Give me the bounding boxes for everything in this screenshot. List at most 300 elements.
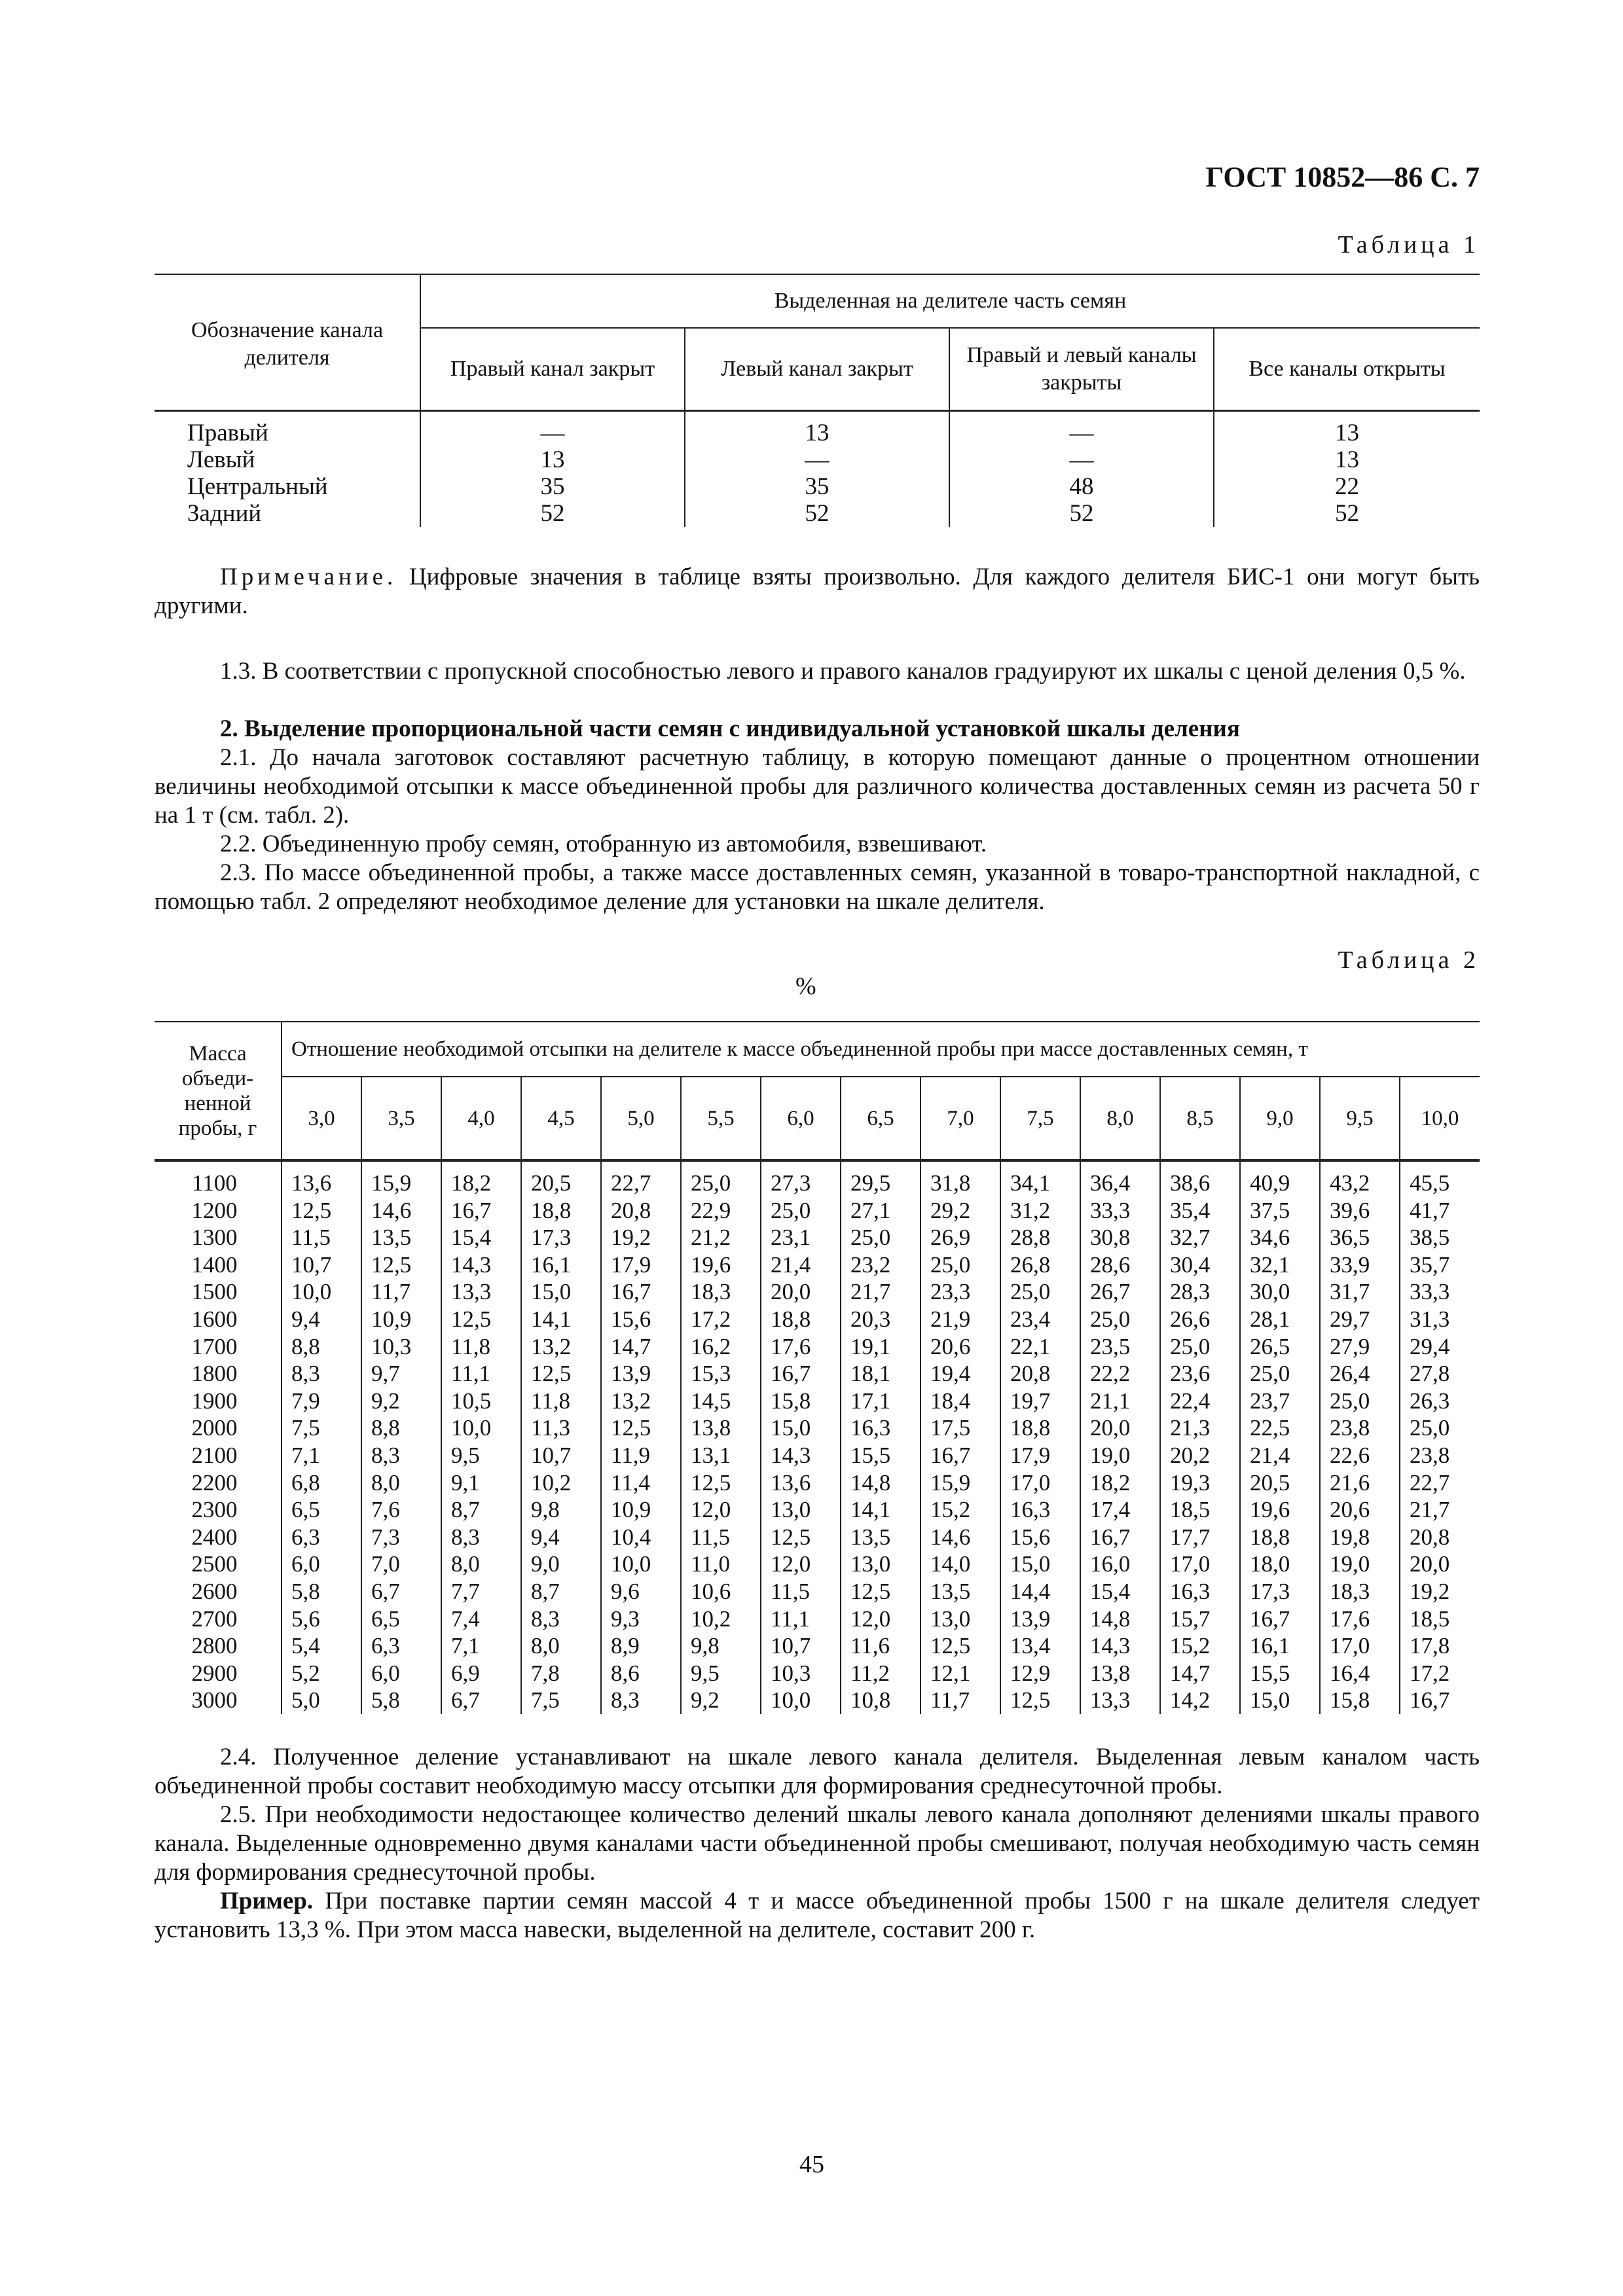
table-cell: 11,2 [841, 1660, 921, 1687]
table-cell: 22 [1214, 473, 1480, 500]
table-cell: 15,0 [1240, 1687, 1320, 1714]
table-cell: 18,0 [1240, 1551, 1320, 1578]
table-cell: 16,7 [921, 1442, 1000, 1469]
row-label: Правый [187, 419, 268, 446]
table-cell: 19,6 [681, 1251, 761, 1279]
table-cell: 6,3 [361, 1632, 441, 1660]
table-cell: 10,2 [681, 1605, 761, 1633]
table-cell: 8,7 [441, 1496, 521, 1524]
row-label: 2800 [191, 1633, 238, 1659]
table-cell: 9,7 [361, 1360, 441, 1388]
table-cell: 28,3 [1160, 1278, 1240, 1306]
table-cell: 13,0 [761, 1496, 841, 1524]
table-cell: 10,0 [282, 1278, 361, 1306]
table-row [155, 500, 1480, 527]
table-cell: 21,6 [1320, 1469, 1400, 1497]
table-cell: 16,4 [1320, 1660, 1400, 1687]
table-cell: 31,8 [921, 1160, 1000, 1197]
paragraph-1-3 [155, 657, 1480, 686]
table-cell: 9,2 [681, 1687, 761, 1714]
table-cell: 8,3 [441, 1524, 521, 1551]
table-cell: 12,0 [681, 1496, 761, 1524]
table-cell: 15,6 [1000, 1524, 1080, 1551]
table-cell: 11,9 [601, 1442, 681, 1469]
table1-col-header: Все каналы открыты [1214, 328, 1480, 410]
table-cell: 13,3 [441, 1278, 521, 1306]
table-cell: 5,4 [282, 1632, 361, 1660]
table-cell: 10,6 [681, 1578, 761, 1605]
table-cell: 29,2 [921, 1197, 1000, 1225]
table-cell: 19,8 [1320, 1524, 1400, 1551]
table-cell: 32,1 [1240, 1251, 1320, 1279]
table-cell: 14,6 [921, 1524, 1000, 1551]
section-2-title-text: 2. Выделение пропорциональной части семян с индивидуальной установкой шкалы деления [220, 715, 1240, 742]
table-cell: 22,1 [1000, 1333, 1080, 1361]
table-cell: 17,0 [1000, 1469, 1080, 1497]
table-cell: 19,1 [841, 1333, 921, 1361]
table-cell: 20,5 [1240, 1469, 1320, 1497]
table-cell: 40,9 [1240, 1160, 1320, 1197]
table-cell: 13,0 [841, 1551, 921, 1578]
table-cell: 12,0 [841, 1605, 921, 1633]
table-cell: 16,7 [1080, 1524, 1160, 1551]
table-cell: 12,1 [921, 1660, 1000, 1687]
table-cell: 21,4 [1240, 1442, 1320, 1469]
table-cell: 25,0 [681, 1160, 761, 1197]
table-cell: 20,3 [841, 1306, 921, 1333]
table-cell: 22,9 [681, 1197, 761, 1225]
table-cell: 10,0 [441, 1414, 521, 1442]
table-cell: 30,8 [1080, 1224, 1160, 1251]
table-cell: 15,5 [841, 1442, 921, 1469]
table-cell: 32,7 [1160, 1224, 1240, 1251]
table1-col-header: Правый канал закрыт [420, 328, 685, 410]
table-cell: 19,6 [1240, 1496, 1320, 1524]
paragraph-2-4 [155, 1743, 1480, 1801]
table-cell: 25,0 [1400, 1414, 1480, 1442]
table-cell: 8,8 [361, 1414, 441, 1442]
table2-col0-header: Масса объеди-ненной пробы, г [155, 1022, 282, 1160]
paragraph-2-1-text: 2.1. До начала заготовок составляют расчетную таблицу, в которую помещают данные о процентном отношении величины необходимой отсыпки к массе объединенной пробы для различного количества доставленных семян из расчета 50 г на 1 т (см. табл. 2). [155, 744, 1480, 829]
table-cell: 9,2 [361, 1388, 441, 1415]
table-cell: 7,3 [361, 1524, 441, 1551]
table-cell: 10,9 [601, 1496, 681, 1524]
table-cell: 9,4 [282, 1306, 361, 1333]
row-label: 1400 [191, 1251, 238, 1278]
table1-col-header: Левый канал закрыт [685, 328, 949, 410]
table-cell: 10,8 [841, 1687, 921, 1714]
table-cell: 34,6 [1240, 1224, 1320, 1251]
table-cell: 12,5 [841, 1578, 921, 1605]
table2-col-header: 6,5 [841, 1077, 921, 1160]
table-cell: 13 [1214, 446, 1480, 473]
table-cell: 9,5 [681, 1660, 761, 1687]
table-cell: 9,6 [601, 1578, 681, 1605]
table-cell: 19,4 [921, 1360, 1000, 1388]
table-cell: 23,2 [841, 1251, 921, 1279]
table-cell: 12,0 [761, 1551, 841, 1578]
table-cell: 18,3 [1320, 1578, 1400, 1605]
table-cell: 29,4 [1400, 1333, 1480, 1361]
row-label: 1600 [191, 1306, 238, 1332]
table-cell: 7,8 [521, 1660, 601, 1687]
table-cell: 14,5 [681, 1388, 761, 1415]
table-cell: 8,9 [601, 1632, 681, 1660]
table1-note [155, 563, 1480, 620]
table-cell: 8,3 [521, 1605, 601, 1633]
table-cell: 26,4 [1320, 1360, 1400, 1388]
table1-caption: Таблица 1 [1338, 231, 1480, 259]
table-cell: 19,3 [1160, 1469, 1240, 1497]
table-cell: 41,7 [1400, 1197, 1480, 1225]
table-cell: 31,2 [1000, 1197, 1080, 1225]
table-cell: 19,0 [1320, 1551, 1400, 1578]
table1-col0-header: Обозначение канала делителя [155, 274, 420, 410]
row-label: 2300 [191, 1497, 238, 1523]
table-cell: 18,8 [761, 1306, 841, 1333]
table-cell: 17,3 [521, 1224, 601, 1251]
table2-col-header: 8,5 [1160, 1077, 1240, 1160]
row-label: Левый [187, 446, 255, 473]
table-cell: 20,6 [1320, 1496, 1400, 1524]
table-cell: 39,6 [1320, 1197, 1400, 1225]
table-cell: 8,6 [601, 1660, 681, 1687]
table-cell: 26,3 [1400, 1388, 1480, 1415]
row-label: 2700 [191, 1605, 238, 1632]
table-row [155, 1632, 1480, 1660]
table-cell: 33,3 [1400, 1278, 1480, 1306]
table2-col-header: 9,5 [1320, 1077, 1400, 1160]
table-cell: 12,5 [601, 1414, 681, 1442]
table-cell: 13,2 [521, 1333, 601, 1361]
table-row [155, 1687, 1480, 1714]
table-cell: 25,0 [1000, 1278, 1080, 1306]
table-cell: 19,2 [601, 1224, 681, 1251]
table2-col-header: 6,0 [761, 1077, 841, 1160]
table-cell: 15,4 [1080, 1578, 1160, 1605]
table-cell: 13,5 [841, 1524, 921, 1551]
table-cell: 22,2 [1080, 1360, 1160, 1388]
table-cell: 7,5 [282, 1414, 361, 1442]
table-cell: 20,5 [521, 1160, 601, 1197]
paragraph-2-2-text: 2.2. Объединенную пробу семян, отобранную из автомобиля, взвешивают. [220, 831, 987, 857]
table-cell: 52 [420, 500, 685, 527]
table-cell: 38,6 [1160, 1160, 1240, 1197]
table-cell: 11,8 [441, 1333, 521, 1361]
note-label: Примечание. [220, 564, 397, 590]
row-label: 1900 [191, 1388, 238, 1414]
table-cell: 21,4 [761, 1251, 841, 1279]
table2-col-header: 10,0 [1400, 1077, 1480, 1160]
paragraph-2-2 [155, 830, 1480, 859]
table-cell: 16,7 [1240, 1605, 1320, 1633]
table2-col-header: 8,0 [1080, 1077, 1160, 1160]
table-cell: 17,1 [841, 1388, 921, 1415]
table-cell: 10,0 [601, 1551, 681, 1578]
table-cell: — [949, 446, 1214, 473]
table-cell: 26,8 [1000, 1251, 1080, 1279]
table-cell: 23,6 [1160, 1360, 1240, 1388]
table-cell: 12,5 [1000, 1687, 1080, 1714]
table-cell: 18,5 [1400, 1605, 1480, 1633]
table-cell: 10,7 [282, 1251, 361, 1279]
table-cell: 14,7 [1160, 1660, 1240, 1687]
table-row [155, 1333, 1480, 1361]
table-cell: 17,3 [1240, 1578, 1320, 1605]
table-row [155, 1496, 1480, 1524]
table-cell: 35,7 [1400, 1251, 1480, 1279]
paragraph-2-3-text: 2.3. По массе объединенной пробы, а также массе доставленных семян, указанной в товаро-транспортной накладной, с помощью табл. 2 определяют необходимое деление для установки на шкале делителя. [155, 859, 1480, 915]
table-cell: 9,1 [441, 1469, 521, 1497]
table-cell: 12,5 [441, 1306, 521, 1333]
table-cell: 18,8 [1240, 1524, 1320, 1551]
table-cell: 13,1 [681, 1442, 761, 1469]
table-cell: 15,0 [1000, 1551, 1080, 1578]
table-cell: 25,0 [1160, 1333, 1240, 1361]
table-cell: 19,0 [1080, 1442, 1160, 1469]
table-row [155, 446, 1480, 473]
paragraph-2-1 [155, 744, 1480, 830]
table2-caption: Таблица 2 [1338, 946, 1480, 974]
table-cell: 11,0 [681, 1551, 761, 1578]
row-label: 2000 [191, 1415, 238, 1441]
table-cell: 27,8 [1400, 1360, 1480, 1388]
table-cell: 30,0 [1240, 1278, 1320, 1306]
table2-col-header: 9,0 [1240, 1077, 1320, 1160]
table-cell: 23,8 [1320, 1414, 1400, 1442]
table-cell: 33,3 [1080, 1197, 1160, 1225]
table-cell: 5,8 [282, 1578, 361, 1605]
table-cell: 26,7 [1080, 1278, 1160, 1306]
table-cell: 20,8 [1000, 1360, 1080, 1388]
table-cell: 18,1 [841, 1360, 921, 1388]
table-cell: 23,4 [1000, 1306, 1080, 1333]
table-cell: 27,9 [1320, 1333, 1400, 1361]
table-cell: 9,8 [681, 1632, 761, 1660]
table-cell: 14,8 [841, 1469, 921, 1497]
table-cell: 5,2 [282, 1660, 361, 1687]
table-cell: 6,0 [282, 1551, 361, 1578]
table-cell: 38,5 [1400, 1224, 1480, 1251]
table-cell: 17,0 [1320, 1632, 1400, 1660]
row-label: Задний [187, 499, 262, 527]
table-cell: 13 [1214, 410, 1480, 446]
table-cell: 21,3 [1160, 1414, 1240, 1442]
table-cell: — [685, 446, 949, 473]
table-cell: 17,4 [1080, 1496, 1160, 1524]
table-cell: 15,9 [361, 1160, 441, 1197]
page-number: 45 [799, 2151, 824, 2178]
table-cell: 23,7 [1240, 1388, 1320, 1415]
table2 [155, 1021, 1480, 1714]
table-cell: 28,1 [1240, 1306, 1320, 1333]
table-cell: 6,7 [441, 1687, 521, 1714]
table-cell: 9,3 [601, 1605, 681, 1633]
table1-group-header: Выделенная на делителе часть семян [420, 274, 1480, 328]
table-cell: 15,2 [921, 1496, 1000, 1524]
row-label: 1100 [192, 1170, 237, 1196]
table-cell: 20,8 [1400, 1524, 1480, 1551]
table-cell: 25,0 [761, 1197, 841, 1225]
table-cell: 6,8 [282, 1469, 361, 1497]
table-row [155, 1224, 1480, 1251]
table-cell: 8,0 [361, 1469, 441, 1497]
table-cell: 15,8 [1320, 1687, 1400, 1714]
table-cell: 15,0 [761, 1414, 841, 1442]
table-cell: 16,7 [1400, 1687, 1480, 1714]
table-cell: 34,1 [1000, 1160, 1080, 1197]
table2-col-header: 7,5 [1000, 1077, 1080, 1160]
table-cell: 18,5 [1160, 1496, 1240, 1524]
example-text: При поставке партии семян массой 4 т и массе объединенной пробы 1500 г на шкале делителя следует установить 13,3 %. При этом масса навески, выделенной на делителе, составит 200 г. [155, 1888, 1480, 1943]
table-cell: 8,0 [521, 1632, 601, 1660]
table-row [155, 1160, 1480, 1197]
table-cell: 10,0 [761, 1687, 841, 1714]
table-cell: 7,1 [282, 1442, 361, 1469]
table-row [155, 473, 1480, 500]
table-cell: 13,4 [1000, 1632, 1080, 1660]
row-label: 2900 [191, 1660, 238, 1686]
table-cell: 25,0 [841, 1224, 921, 1251]
table-cell: 11,1 [761, 1605, 841, 1633]
table-cell: 15,4 [441, 1224, 521, 1251]
table-cell: 7,1 [441, 1632, 521, 1660]
table-cell: 17,2 [681, 1306, 761, 1333]
table-cell: 10,3 [361, 1333, 441, 1361]
table-cell: 9,0 [521, 1551, 601, 1578]
table-cell: 30,4 [1160, 1251, 1240, 1279]
table2-col-header: 4,5 [521, 1077, 601, 1160]
table-row [155, 1469, 1480, 1497]
table-cell: 14,6 [361, 1197, 441, 1225]
table2-col-header: 4,0 [441, 1077, 521, 1160]
table-cell: 6,5 [361, 1605, 441, 1633]
table-cell: 11,1 [441, 1360, 521, 1388]
row-label: 2100 [191, 1442, 238, 1468]
table-cell: 13,5 [361, 1224, 441, 1251]
table-cell: 18,4 [921, 1388, 1000, 1415]
table2-unit: % [795, 973, 816, 1000]
table-cell: 35,4 [1160, 1197, 1240, 1225]
table-row [155, 1360, 1480, 1388]
table-cell: 13,9 [601, 1360, 681, 1388]
table-cell: 25,0 [921, 1251, 1000, 1279]
table-cell: 13 [420, 446, 685, 473]
table-cell: 23,1 [761, 1224, 841, 1251]
table-cell: 13,6 [282, 1160, 361, 1197]
row-label: 1500 [191, 1279, 238, 1305]
table-cell: 33,9 [1320, 1251, 1400, 1279]
table-cell: 23,8 [1400, 1442, 1480, 1469]
table-cell: 7,6 [361, 1496, 441, 1524]
table2-col-header: 3,0 [282, 1077, 361, 1160]
table-cell: 10,5 [441, 1388, 521, 1415]
table-cell: 8,0 [441, 1551, 521, 1578]
row-label: 2600 [191, 1578, 238, 1604]
table-cell: 17,9 [601, 1251, 681, 1279]
row-label: 2500 [191, 1551, 238, 1577]
table-cell: 25,0 [1080, 1306, 1160, 1333]
table-cell: 13,3 [1080, 1687, 1160, 1714]
table-cell: 31,3 [1400, 1306, 1480, 1333]
table-cell: 7,9 [282, 1388, 361, 1415]
table-cell: 22,7 [601, 1160, 681, 1197]
table-cell: 5,6 [282, 1605, 361, 1633]
table-cell: 15,5 [1240, 1660, 1320, 1687]
table-cell: 16,1 [1240, 1632, 1320, 1660]
table-cell: 16,7 [441, 1197, 521, 1225]
table-cell: 25,0 [1320, 1388, 1400, 1415]
table-cell: 21,1 [1080, 1388, 1160, 1415]
table2-col-header: 5,0 [601, 1077, 681, 1160]
table-cell: 10,4 [601, 1524, 681, 1551]
table-row [155, 1251, 1480, 1279]
document-header: ГОСТ 10852—86 С. 7 [1205, 161, 1480, 193]
table-cell: 29,5 [841, 1160, 921, 1197]
table-cell: 23,5 [1080, 1333, 1160, 1361]
table-cell: 18,2 [1080, 1469, 1160, 1497]
table-cell: 20,8 [601, 1197, 681, 1225]
table-cell: 15,8 [761, 1388, 841, 1415]
table-cell: 21,2 [681, 1224, 761, 1251]
table-cell: 17,0 [1160, 1551, 1240, 1578]
table-cell: 15,7 [1160, 1605, 1240, 1633]
table-cell: 14,3 [1080, 1632, 1160, 1660]
table-cell: 21,7 [1400, 1496, 1480, 1524]
table-cell: 22,6 [1320, 1442, 1400, 1469]
table-cell: 13,0 [921, 1605, 1000, 1633]
table-cell: 16,7 [601, 1278, 681, 1306]
table-row [155, 1442, 1480, 1469]
table-cell: 23,3 [921, 1278, 1000, 1306]
table-cell: 14,7 [601, 1333, 681, 1361]
paragraph-1-3-text: 1.3. В соответствии с пропускной способностью левого и правого каналов градуируют их шкалы с ценой деления 0,5 %. [220, 658, 1466, 685]
table-cell: 5,0 [282, 1687, 361, 1714]
table-cell: 35 [420, 473, 685, 500]
table-cell: 12,5 [681, 1469, 761, 1497]
table-cell: 18,3 [681, 1278, 761, 1306]
table-row [155, 1306, 1480, 1333]
table-cell: 15,9 [921, 1469, 1000, 1497]
table-cell: 22,5 [1240, 1414, 1320, 1442]
table2-col-header: 5,5 [681, 1077, 761, 1160]
table-cell: 13,9 [1000, 1605, 1080, 1633]
table-cell: 12,9 [1000, 1660, 1080, 1687]
row-label: Центральный [187, 473, 328, 500]
table2-col-header: 7,0 [921, 1077, 1000, 1160]
table-cell: — [420, 410, 685, 446]
table-cell: 14,8 [1080, 1605, 1160, 1633]
table-cell: 16,0 [1080, 1551, 1160, 1578]
table-cell: 18,8 [521, 1197, 601, 1225]
table-cell: 25,0 [1240, 1360, 1320, 1388]
table-cell: 52 [949, 500, 1214, 527]
table-cell: 52 [1214, 500, 1480, 527]
table-cell: 8,3 [282, 1360, 361, 1388]
table-cell: 9,8 [521, 1496, 601, 1524]
table-cell: 22,7 [1400, 1469, 1480, 1497]
table-cell: 27,1 [841, 1197, 921, 1225]
table-cell: 10,7 [761, 1632, 841, 1660]
table-row [155, 1414, 1480, 1442]
table-cell: 6,7 [361, 1578, 441, 1605]
table-cell: 14,2 [1160, 1687, 1240, 1714]
table-cell: 13,5 [921, 1578, 1000, 1605]
table-cell: 17,2 [1400, 1660, 1480, 1687]
table-cell: 10,2 [521, 1469, 601, 1497]
table-cell: 7,5 [521, 1687, 601, 1714]
table-cell: 28,6 [1080, 1251, 1160, 1279]
